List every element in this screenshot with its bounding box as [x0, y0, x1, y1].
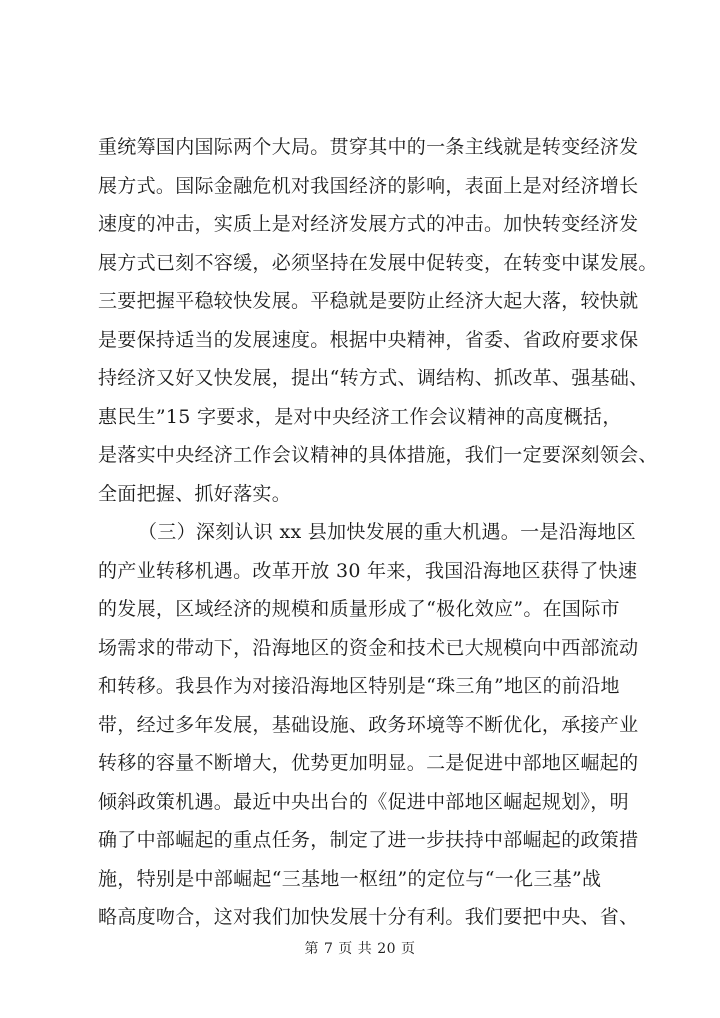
- text-line: 施，特别是中部崛起“三基地一枢纽”的定位与“一化三基”战: [98, 867, 602, 890]
- paragraph: [98, 128, 658, 513]
- text-line: 的产业转移机遇。改革开放 30 年来，我国沿海地区获得了快速: [98, 559, 638, 582]
- text-line: 三要把握平稳较快发展。平稳就是要防止经济大起大落，较快就: [98, 290, 639, 312]
- text-line: 转移的容量不断增大，优势更加明显。二是促进中部地区崛起的: [98, 752, 639, 774]
- text-line: 的发展，区域经济的规模和质量形成了“极化效应”。在国际市: [98, 598, 620, 620]
- text-line: 展方式。国际金融危机对我国经济的影响，表面上是对经济增长: [98, 174, 639, 197]
- text-line: 是落实中央经济工作会议精神的具体措施，我们一定要深刻领会、: [98, 444, 658, 466]
- text-line: 倾斜政策机遇。最近中央出台的《促进中部地区崛起规划》，明: [98, 790, 629, 813]
- page-footer: 第 7 页 共 20 页: [304, 941, 416, 957]
- text-line: 惠民生”15 字要求，是对中央经济工作会议精神的高度概括，: [98, 405, 622, 428]
- text-line: 带，经过多年发展，基础设施、政务环境等不断优化，承接产业: [98, 713, 639, 736]
- text-line: 是要保持适当的发展速度。根据中央精神，省委、省政府要求保: [98, 328, 639, 351]
- text-line: 场需求的带动下，沿海地区的资金和技术已大规模向中西部流动: [98, 636, 639, 659]
- text-line: 略高度吻合，这对我们加快发展十分有利。我们要把中央、省、: [98, 906, 639, 928]
- text-line: 全面把握、抓好落实。: [98, 482, 292, 505]
- text-line: 持经济又好又快发展，提出“转方式、调结构、抓改革、强基础、: [98, 367, 649, 389]
- text-line: 和转移。我县作为对接沿海地区特别是“珠三角”地区的前沿地: [98, 675, 620, 697]
- text-line: （三）深刻认识 xx 县加快发展的重大机遇。一是沿海地区: [138, 521, 636, 543]
- text-line: 重统筹国内国际两个大局。贯穿其中的一条主线就是转变经济发: [98, 136, 639, 158]
- paragraph: [98, 513, 639, 937]
- text-line: 展方式已刻不容缓，必须坚持在发展中促转变，在转变中谋发展。: [98, 251, 658, 274]
- document-body: [98, 128, 658, 937]
- text-line: 确了中部崛起的重点任务，制定了进一步扶持中部崛起的政策措: [98, 829, 639, 851]
- text-line: 速度的冲击，实质上是对经济发展方式的冲击。加快转变经济发: [98, 213, 639, 235]
